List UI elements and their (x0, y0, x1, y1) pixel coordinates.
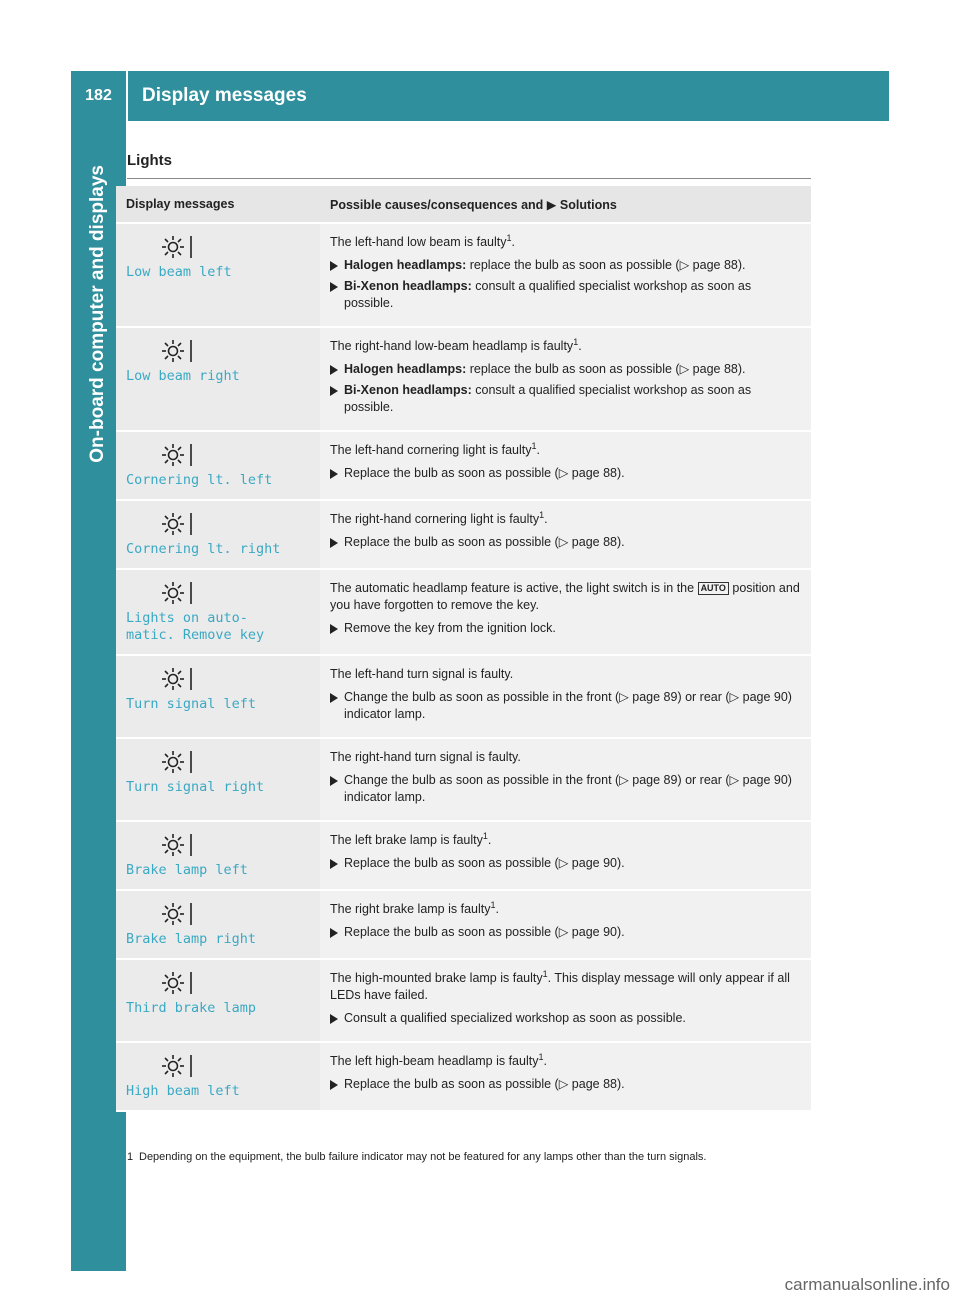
cause-solution-cell (320, 501, 811, 570)
cause-tail: . (536, 443, 540, 457)
cause-tail: . This display message will only appear if all LEDs have failed. (330, 971, 790, 1002)
display-message-cell (116, 1043, 320, 1112)
bulb-failure-icon (156, 901, 196, 927)
solution-step (330, 772, 801, 806)
step-text: Replace the bulb as soon as possible (▷ page 88). (344, 535, 625, 549)
cause-text (330, 749, 801, 766)
side-tab-label: On-board computer and displays (87, 165, 108, 463)
solution-step (330, 257, 801, 274)
cause-tail: . (495, 902, 499, 916)
cause-solution-cell (320, 328, 811, 432)
solution-step (330, 689, 801, 723)
auto-switch-key: AUTO (698, 582, 729, 595)
cause-solution-cell (320, 822, 811, 891)
icon-wrap (126, 511, 226, 537)
cause-solution-cell (320, 960, 811, 1043)
display-message-cell (116, 570, 320, 656)
display-message-text: Low beam left (126, 264, 232, 280)
bulb-failure-icon (156, 970, 196, 996)
cause-solution-cell (320, 224, 811, 328)
display-message-cell (116, 960, 320, 1043)
footnote-ref: 1 (490, 899, 496, 910)
display-message-text: Low beam right (126, 368, 240, 384)
footnote-ref: 1 (542, 968, 548, 979)
footnote-ref: 1 (538, 1051, 544, 1062)
display-message-cell (116, 891, 320, 960)
display-messages-table (116, 186, 811, 1112)
cause-main: The right-hand cornering light is faulty (330, 512, 540, 526)
cause-tail: . (578, 339, 582, 353)
table-row (116, 960, 811, 1043)
bulb-failure-icon (156, 580, 196, 606)
solution-step (330, 534, 801, 551)
display-message-cell (116, 501, 320, 570)
solution-step (330, 855, 801, 872)
footnote (127, 1150, 811, 1165)
bulb-failure-icon (156, 749, 196, 775)
side-tab-label-wrap (87, 165, 109, 463)
table-row (116, 570, 811, 656)
solution-step (330, 1010, 801, 1027)
table-row (116, 432, 811, 501)
cause-solution-cell (320, 1043, 811, 1112)
solution-step (330, 1076, 801, 1093)
step-text: Remove the key from the ignition lock. (344, 621, 556, 635)
step-text: Replace the bulb as soon as possible (▷ page 88). (344, 466, 625, 480)
table-row (116, 822, 811, 891)
header-solutions-text: Solutions (559, 197, 617, 212)
cause-main: The right brake lamp is faulty (330, 902, 491, 916)
display-message-text: High beam left (126, 1083, 240, 1099)
step-label: Halogen headlamps: (344, 258, 467, 272)
cause-main: The left high-beam headlamp is faulty (330, 1054, 539, 1068)
bulb-failure-icon (156, 234, 196, 260)
cause-solution-cell (320, 891, 811, 960)
step-text: Replace the bulb as soon as possible (▷ page 88). (344, 1077, 625, 1091)
watermark: carmanualsonline.info (784, 1275, 950, 1294)
display-message-text: Lights on auto- matic. Remove key (126, 610, 265, 643)
cause-text (330, 1053, 801, 1070)
step-text: consult a qualified specialist workshop as soon as possible. (344, 383, 752, 414)
page-number: 182 (71, 71, 128, 121)
footnote-ref: 1 (539, 509, 545, 520)
display-message-text: Brake lamp left (126, 862, 248, 878)
cause-tail: . (543, 1054, 547, 1068)
bulb-failure-icon (156, 338, 196, 364)
cause-main: The right-hand turn signal is faulty. (330, 750, 521, 764)
cause-main: The high-mounted brake lamp is faulty (330, 971, 543, 985)
solution-step (330, 278, 801, 312)
step-text: Change the bulb as soon as possible in the front (▷ page 89) or rear (▷ page 90) indicator lamp. (344, 773, 792, 804)
cause-text (330, 580, 801, 614)
step-label: Bi-Xenon headlamps: (344, 279, 472, 293)
footnote-mark: 1 (127, 1151, 134, 1163)
cause-main: The automatic headlamp feature is active, the light switch is in the (330, 581, 695, 595)
cause-text (330, 832, 801, 849)
cause-text (330, 442, 801, 459)
icon-wrap (126, 580, 226, 606)
table-row (116, 224, 811, 328)
icon-wrap (126, 901, 226, 927)
footnote-ref: 1 (482, 830, 488, 841)
step-text: consult a qualified specialist workshop as soon as possible. (344, 279, 752, 310)
display-message-cell (116, 328, 320, 432)
step-label: Halogen headlamps: (344, 362, 467, 376)
table-header-row (116, 186, 811, 224)
bulb-failure-icon (156, 832, 196, 858)
cause-main: The left-hand turn signal is faulty. (330, 667, 514, 681)
solution-step (330, 924, 801, 941)
cause-text (330, 338, 801, 355)
display-message-cell (116, 432, 320, 501)
table-row (116, 1043, 811, 1112)
section-divider (127, 178, 811, 179)
cause-main: The left-hand low beam is faulty (330, 235, 507, 249)
header-causes (320, 186, 811, 224)
cause-text (330, 666, 801, 683)
cause-text (330, 511, 801, 528)
icon-wrap (126, 970, 226, 996)
step-text: replace the bulb as soon as possible (▷ page 88). (466, 258, 746, 272)
step-text: Consult a qualified specialized workshop as soon as possible. (344, 1011, 686, 1025)
cause-text (330, 901, 801, 918)
table-row (116, 891, 811, 960)
icon-wrap (126, 832, 226, 858)
display-message-cell (116, 656, 320, 739)
cause-main: The left-hand cornering light is faulty (330, 443, 532, 457)
solution-step (330, 620, 801, 637)
icon-wrap (126, 666, 226, 692)
solution-step (330, 382, 801, 416)
display-message-text: Cornering lt. right (126, 541, 281, 557)
table-row (116, 501, 811, 570)
cause-text (330, 970, 801, 1004)
section-title: Lights (127, 152, 172, 169)
icon-wrap (126, 749, 226, 775)
bulb-failure-icon (156, 1053, 196, 1079)
cause-solution-cell (320, 656, 811, 739)
page-header (71, 71, 889, 121)
cause-tail: . (487, 833, 492, 847)
cause-tail: position and you have forgotten to remove the key. (330, 581, 800, 612)
display-message-text: Third brake lamp (126, 1000, 257, 1016)
cause-solution-cell (320, 432, 811, 501)
table-row (116, 739, 811, 822)
cause-main: The left brake lamp is faulty (330, 833, 483, 847)
cause-solution-cell (320, 570, 811, 656)
icon-wrap (126, 234, 226, 260)
step-text: Replace the bulb as soon as possible (▷ page 90). (344, 856, 625, 870)
step-text: Replace the bulb as soon as possible (▷ page 90). (344, 925, 625, 939)
footnote-ref: 1 (506, 232, 512, 243)
table-body (116, 224, 811, 1112)
step-label: Bi-Xenon headlamps: (344, 383, 472, 397)
arrow-icon: ▶ (546, 197, 557, 212)
bulb-failure-icon (156, 442, 196, 468)
cause-tail: . (511, 235, 515, 249)
display-message-text: Cornering lt. left (126, 472, 273, 488)
icon-wrap (126, 338, 226, 364)
cause-main: The right-hand low-beam headlamp is faulty (330, 339, 574, 353)
header-causes-text: Possible causes/consequences and (330, 197, 544, 212)
cause-tail: . (544, 512, 548, 526)
step-text: replace the bulb as soon as possible (▷ page 88). (466, 362, 746, 376)
display-message-cell (116, 224, 320, 328)
header-display-messages: Display messages (116, 186, 320, 224)
footnote-ref: 1 (573, 336, 579, 347)
table-row (116, 328, 811, 432)
display-message-text: Turn signal right (126, 779, 265, 795)
display-message-cell (116, 739, 320, 822)
table-row (116, 656, 811, 739)
solution-step (330, 361, 801, 378)
bulb-failure-icon (156, 511, 196, 537)
cause-solution-cell (320, 739, 811, 822)
display-message-cell (116, 822, 320, 891)
bulb-failure-icon (156, 666, 196, 692)
solution-step (330, 465, 801, 482)
display-message-text: Brake lamp right (126, 931, 257, 947)
header-title: Display messages (142, 85, 307, 106)
cause-text (330, 234, 801, 251)
step-text: Change the bulb as soon as possible in the front (▷ page 89) or rear (▷ page 90) indicator lamp. (344, 690, 792, 721)
display-message-text: Turn signal left (126, 696, 257, 712)
footnote-text: Depending on the equipment, the bulb failure indicator may not be featured for any lamps other than the turn signals. (139, 1151, 707, 1163)
icon-wrap (126, 1053, 226, 1079)
footnote-ref: 1 (531, 440, 537, 451)
icon-wrap (126, 442, 226, 468)
